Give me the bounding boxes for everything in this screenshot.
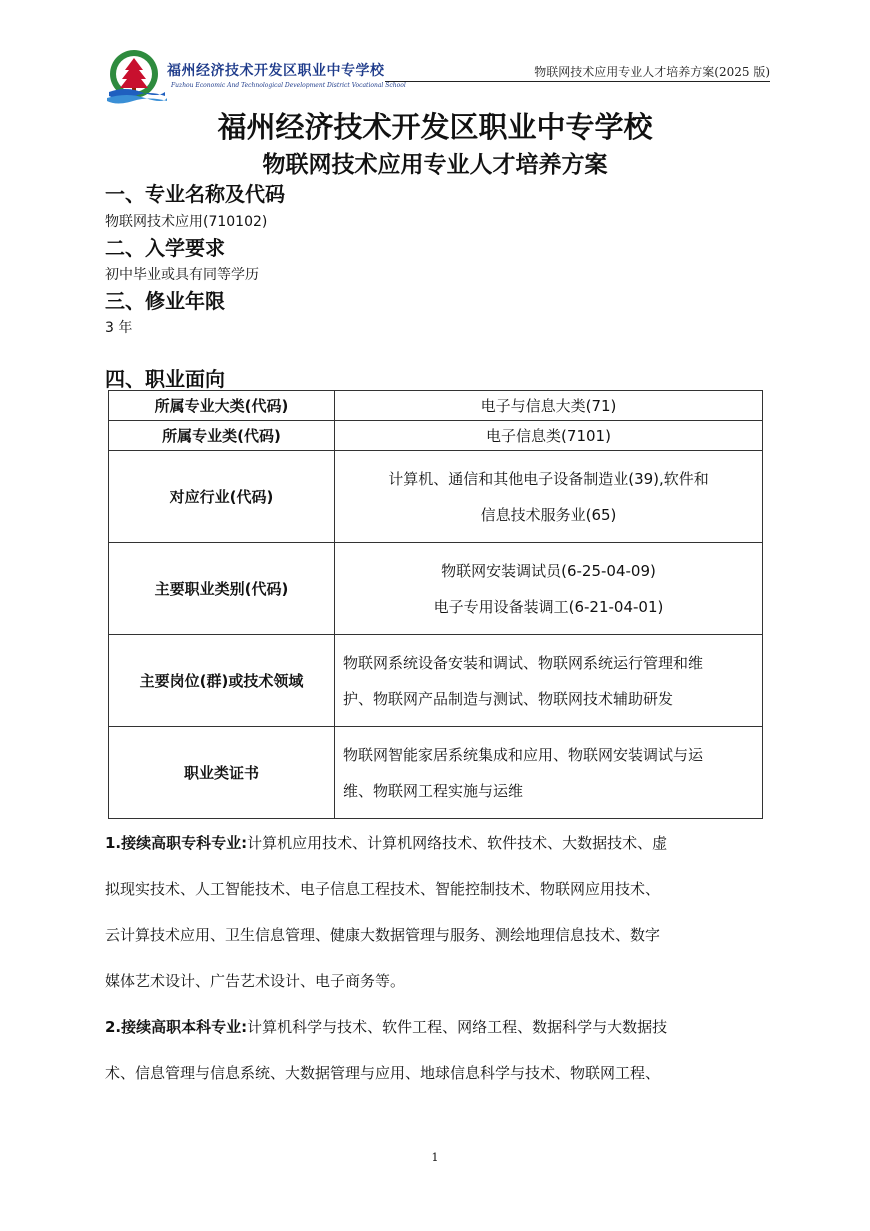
paragraph-higher-vocational-college	[105, 820, 770, 1004]
table-value-line: 电子信息类(7101)	[486, 427, 611, 445]
table-key-cell: 主要职业类别(代码)	[109, 543, 335, 635]
table-value-line: 电子专用设备装调工(6-21-04-01)	[433, 597, 664, 616]
table-value-line: 维、物联网工程实施与运维	[343, 781, 524, 800]
page-number: 1	[431, 1151, 439, 1164]
table-value-cell	[335, 421, 763, 451]
table-value-line: 物联网智能家居系统集成和应用、物联网安装调试与运	[343, 745, 704, 764]
table-value-line: 物联网安装调试员(6-25-04-09)	[441, 561, 656, 580]
section-body-3: 3 年	[105, 320, 133, 336]
page-header	[105, 48, 770, 106]
paragraph-line	[105, 1004, 770, 1050]
school-emblem-icon	[105, 48, 167, 104]
table-key-cell: 所属专业大类(代码)	[109, 391, 335, 421]
section-body-2: 初中毕业或具有同等学历	[105, 267, 259, 283]
section-heading-1: 一、专业名称及代码	[105, 182, 285, 206]
table-row	[109, 421, 763, 451]
paragraph-higher-vocational-undergraduate	[105, 1004, 770, 1096]
career-orientation-table	[108, 390, 763, 819]
school-logo-text: 福州经济技术开发区职业中专学校	[167, 63, 385, 79]
document-subtitle: 物联网技术应用专业人才培养方案	[262, 152, 608, 178]
paragraph-line: 云计算技术应用、卫生信息管理、健康大数据管理与服务、测绘地理信息技术、数字	[105, 926, 661, 944]
table-value-line: 计算机、通信和其他电子设备制造业(39),软件和	[388, 469, 709, 488]
table-value-line: 信息技术服务业(65)	[480, 505, 617, 524]
paragraph-line: 术、信息管理与信息系统、大数据管理与应用、地球信息科学与技术、物联网工程、	[105, 1064, 661, 1082]
header-rule	[385, 81, 770, 82]
header-document-title: 物联网技术应用专业人才培养方案(2025 版)	[534, 65, 770, 79]
paragraph-line: 媒体艺术设计、广告艺术设计、电子商务等。	[105, 972, 406, 990]
table-key-cell: 职业类证书	[109, 727, 335, 819]
paragraph-line	[105, 820, 770, 866]
table-value-cell	[335, 635, 763, 727]
section-heading-4: 四、职业面向	[105, 367, 225, 391]
table-row	[109, 391, 763, 421]
table-value-cell	[335, 543, 763, 635]
table-value-cell	[335, 391, 763, 421]
table-value-cell	[335, 451, 763, 543]
paragraph-text: 计算机应用技术、计算机网络技术、软件技术、大数据技术、虚	[247, 834, 668, 852]
paragraph-line: 拟现实技术、人工智能技术、电子信息工程技术、智能控制技术、物联网应用技术、	[105, 880, 661, 898]
section-heading-2: 二、入学要求	[105, 236, 225, 260]
paragraph-label: 1.接续高职专科专业:	[105, 834, 248, 852]
table-row	[109, 635, 763, 727]
school-logo-english: Fuzhou Economic And Technological Development District Vocational School	[171, 82, 406, 89]
paragraph-label: 2.接续高职本科专业:	[105, 1018, 248, 1036]
table-key-cell: 主要岗位(群)或技术领域	[109, 635, 335, 727]
section-body-1: 物联网技术应用(710102)	[105, 214, 268, 230]
table-key-cell: 所属专业类(代码)	[109, 421, 335, 451]
table-row	[109, 451, 763, 543]
document-title: 福州经济技术开发区职业中专学校	[217, 110, 653, 144]
table-row	[109, 727, 763, 819]
table-row	[109, 543, 763, 635]
section-heading-3: 三、修业年限	[105, 289, 225, 313]
table-key-cell: 对应行业(代码)	[109, 451, 335, 543]
table-value-cell	[335, 727, 763, 819]
table-value-line: 护、物联网产品制造与测试、物联网技术辅助研发	[343, 689, 674, 708]
table-value-line: 物联网系统设备安装和调试、物联网系统运行管理和维	[343, 653, 704, 672]
paragraph-text: 计算机科学与技术、软件工程、网络工程、数据科学与大数据技	[247, 1018, 668, 1036]
table-value-line: 电子与信息大类(71)	[480, 397, 617, 415]
